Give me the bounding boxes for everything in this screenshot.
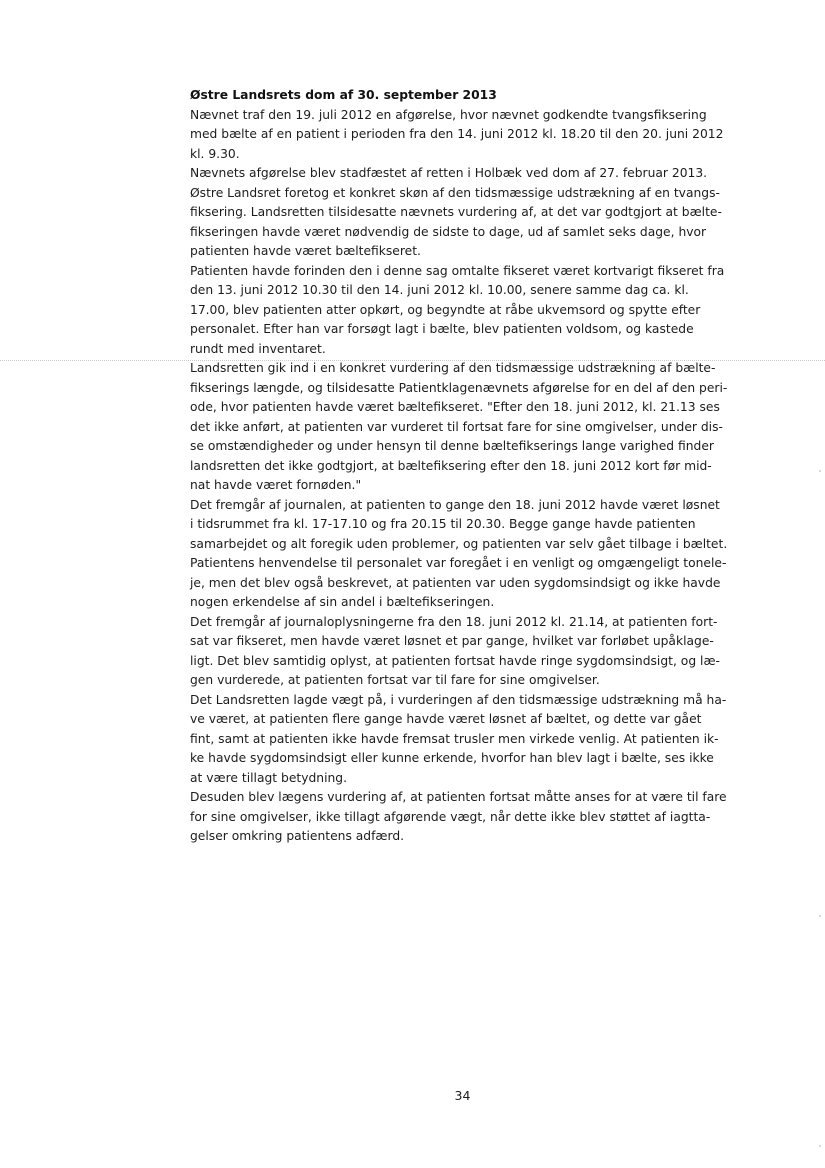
- scan-edge-mark: [819, 1145, 821, 1147]
- body-line: Det fremgår af journaloplysningerne fra den 18. juni 2012 kl. 21.14, at patienten fort-: [190, 614, 718, 629]
- body-line: Østre Landsret foretog et konkret skøn af den tidsmæssige udstrækning af en tvangs-: [190, 185, 720, 200]
- body-line: Patienten havde forinden den i denne sag omtalte fikseret været kortvarigt fikseret fra: [190, 263, 725, 278]
- body-line: Det fremgår af journalen, at patienten to gange den 18. juni 2012 havde været løsnet: [190, 497, 720, 512]
- body-line: at være tillagt betydning.: [190, 770, 348, 785]
- body-line: for sine omgivelser, ikke tillagt afgørende vægt, når dette ikke blev støttet af iagtta-: [190, 809, 711, 824]
- body-line: Patientens henvendelse til personalet var foregået i en venligt og omgængeligt tonele-: [190, 556, 727, 570]
- body-line: Desuden blev lægens vurdering af, at patienten fortsat måtte anses for at være til fare: [190, 790, 727, 804]
- scan-edge-mark: [819, 915, 821, 917]
- body-line: sat var fikseret, men havde været løsnet et par gange, hvilket var forløbet upåklage-: [190, 634, 714, 648]
- body-line: gen vurderede, at patienten fortsat var til fare for sine omgivelser.: [190, 673, 600, 687]
- body-line: personalet. Efter han var forsøgt lagt i bælte, blev patienten voldsom, og kastede: [190, 322, 694, 336]
- body-line: 17.00, blev patienten atter opkørt, og begyndte at råbe ukvemsord og spytte efter: [190, 302, 701, 317]
- body-line: fiksering. Landsretten tilsidesatte nævnets vurdering af, at det var godtgjort at bælte-: [190, 205, 722, 219]
- body-line: fikseringen havde været nødvendig de sidste to dage, ud af samlet seks dage, hvor: [190, 224, 707, 239]
- body-line: ke havde sygdomsindsigt eller kunne erkende, hvorfor han blev lagt i bælte, ses ikke: [190, 751, 714, 765]
- body-line: fikserings længde, og tilsidesatte Patientklagenævnets afgørelse for en del af den peri-: [190, 380, 728, 395]
- body-line: i tidsrummet fra kl. 17-17.10 og fra 20.15 til 20.30. Begge gange havde patienten: [190, 517, 696, 531]
- body-line: rundt med inventaret.: [190, 341, 326, 356]
- body-line: Nævnets afgørelse blev stadfæstet af retten i Holbæk ved dom af 27. februar 2013.: [190, 166, 708, 180]
- body-line: Nævnet traf den 19. juli 2012 en afgørelse, hvor nævnet godkendte tvangsfiksering: [190, 107, 707, 122]
- body-line: je, men det blev også beskrevet, at patienten var uden sygdomsindsigt og ikke havde: [190, 575, 721, 590]
- body-line: ode, hvor patienten havde været bæltefikseret. "Efter den 18. juni 2012, kl. 21.13 ses: [190, 400, 720, 414]
- body-line: patienten havde været bæltefikseret.: [190, 244, 421, 258]
- page-number: 34: [454, 1088, 471, 1103]
- body-line: ve været, at patienten flere gange havde været løsnet af bæltet, og dette var gået: [190, 712, 702, 726]
- body-line: samarbejdet og alt foregik uden problemer, og patienten var selv gået tilbage i bæltet.: [190, 536, 728, 551]
- body-line: nat havde været fornøden.": [190, 478, 362, 492]
- body-line: den 13. juni 2012 10.30 til den 14. juni 2012 kl. 10.00, senere samme dag ca. kl.: [190, 283, 689, 297]
- body-line: Landsretten gik ind i en konkret vurdering af den tidsmæssige udstrækning af bælte-: [190, 361, 716, 375]
- body-line: fint, samt at patienten ikke havde fremsat trusler men virkede venlig. At patienten ik-: [190, 731, 719, 746]
- document-body: [190, 86, 742, 847]
- judgment-heading: Østre Landsrets dom af 30. september 2013: [190, 88, 497, 102]
- body-line: Det Landsretten lagde vægt på, i vurderingen af den tidsmæssige udstrækning må ha-: [190, 692, 727, 707]
- body-line: ligt. Det blev samtidig oplyst, at patienten fortsat havde ringe sygdomsindsigt, og læ-: [190, 653, 720, 668]
- scan-edge-mark: [819, 470, 821, 472]
- body-line: se omstændigheder og under hensyn til denne bæltefikserings lange varighed finder: [190, 439, 714, 453]
- body-line: med bælte af en patient i perioden fra den 14. juni 2012 kl. 18.20 til den 20. juni 2012: [190, 127, 724, 141]
- body-line: det ikke anført, at patienten var vurderet til fortsat fare for sine omgivelser, under dis-: [190, 419, 723, 434]
- body-line: nogen erkendelse af sin andel i bæltefikseringen.: [190, 595, 495, 609]
- body-line: gelser omkring patientens adfærd.: [190, 829, 405, 843]
- body-line: landsretten det ikke godtgjort, at bæltefiksering efter den 18. juni 2012 kort før mid-: [190, 458, 712, 473]
- body-line: kl. 9.30.: [190, 146, 240, 161]
